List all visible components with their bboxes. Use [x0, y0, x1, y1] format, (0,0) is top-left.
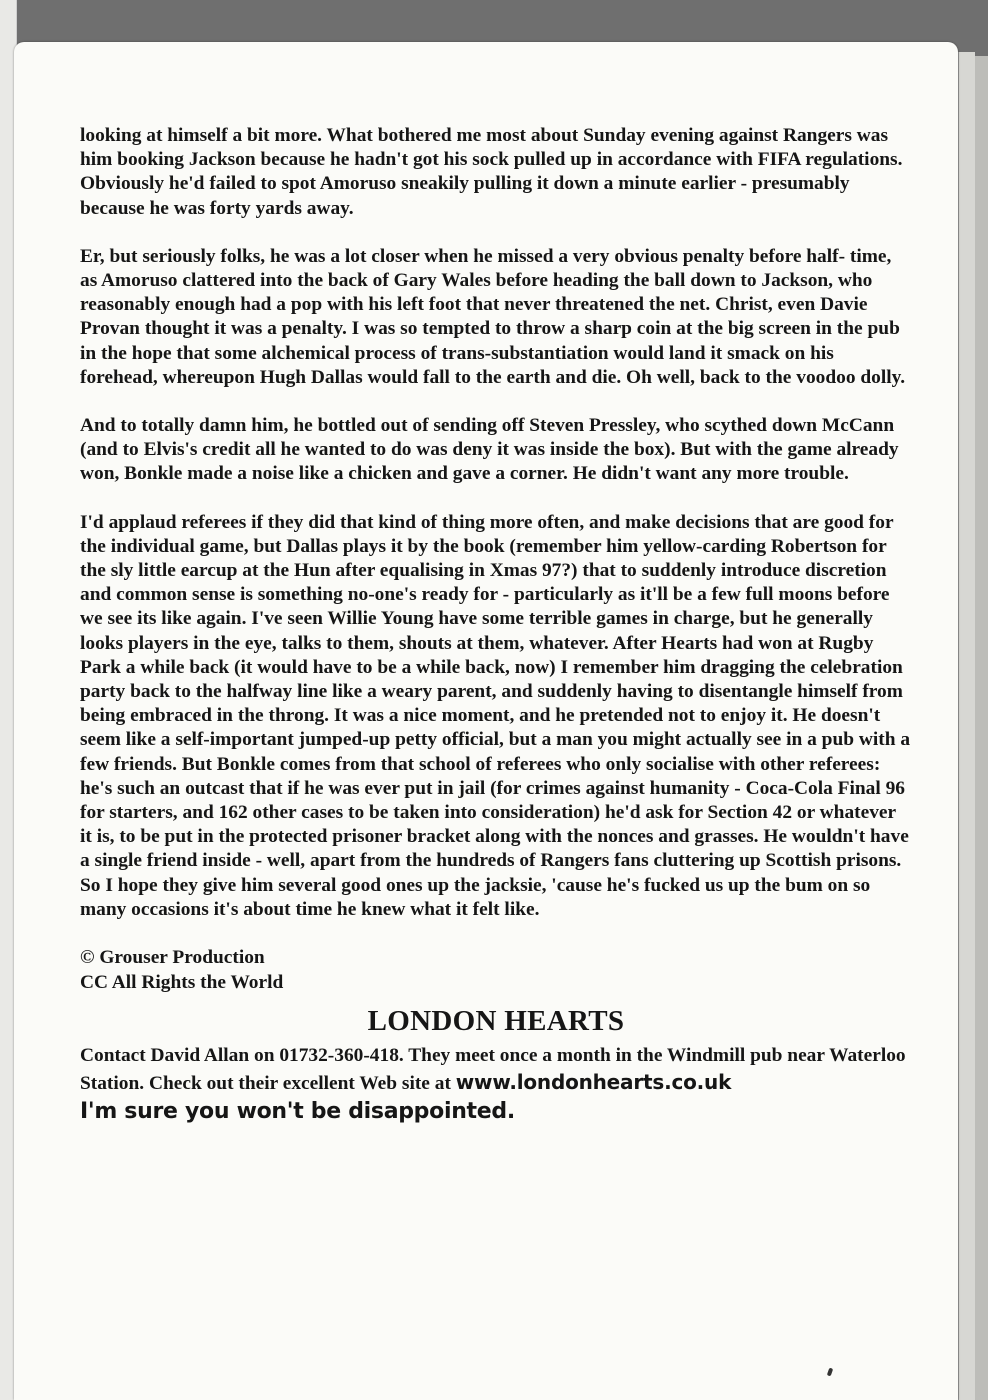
article-paragraph-1: looking at himself a bit more. What bothered me most about Sunday evening against Rangers was him booking Jackson because he hadn't got his sock pulled up in accordance with FIFA regulations. Obviously he'd failed to spot Amoruso sneakily pulling it down a minute earlier - presumably because he was forty yards away.: [80, 125, 903, 219]
article-paragraph-3: And to totally damn him, he bottled out of sending off Steven Pressley, who scythed down McCann (and to Elvis's credit all he wanted to do was deny it was inside the box). But with the game already won, Bonkle made a noise like a chicken and gave a corner. He didn't want any more trouble.: [80, 415, 899, 485]
ad-website-link[interactable]: www.londonhearts.co.uk: [455, 1070, 732, 1095]
page-edge-back: [974, 56, 988, 1400]
article-paragraph-2: Er, but seriously folks, he was a lot closer when he missed a very obvious penalty before half- time, as Amoruso clattered into the back of Gary Wales before heading the ball down to Jackson, who reasonably enough had a pop with his left foot that never threatened the net. Christ, even Davie Provan thought it was a penalty. I was so tempted to throw a sharp coin at the big screen in the pub in the hope that some alchemical process of trans-substantiation would land it smack on his forehead, whereupon Hugh Dallas would fall to the earth and die. Oh well, back to the voodoo dolly.: [80, 245, 906, 388]
article-content: [80, 124, 912, 1124]
article-paragraph-4: I'd applaud referees if they did that kind of thing more often, and make decisions that are good for the individual game, but Dallas plays it by the book (remember him yellow-carding Robertson for the sly little earcup at the Hun after equalising in Xmas 97?) that to suddenly introduce discretion and common sense is something no-one's ready for - particularly as it'll be a few full moons before we see its like again. I've seen Willie Young have some terrible games in charge, but he generally looks players in the eye, talks to them, shouts at them, whatever. After Hearts had won at Rugby Park a while back (it would have to be a while back, now) I remember him dragging the celebration party back to the halfway line like a weary parent, and suddenly having to disentangle himself from being embraced in the throng. It was a nice moment, and he pretended not to enjoy it. He doesn't seem like a self-important jumped-up petty official, but a man you might actually see in a pub with a few friends. But Bonkle comes from that school of referees who only socialise with other referees: he's such an outcast that if he was ever put in jail (for crimes against humanity - Coca-Cola Final 96 for starters, and 162 other cases to be taken into consideration) he'd ask for Section 42 or whatever it is, to be put in the protected prisoner bracket along with the nonces and grasses. He wouldn't have a single friend inside - well, apart from the hundreds of Rangers fans cluttering up Scottish prisons. So I hope they give him several good ones up the jacksie, 'cause he's fucked us up the bum on so many occasions it's about time he knew what it felt like.: [80, 511, 911, 920]
ad-heading: LONDON HEARTS: [367, 1005, 625, 1038]
credits: [80, 946, 912, 995]
credit-copyright: © Grouser Production: [80, 947, 265, 969]
credit-rights: CC All Rights the World: [80, 971, 284, 993]
page-edge-right: [958, 52, 975, 1400]
ad-contact-text: Contact David Allan on 01732-360-418. They meet once a month in the Windmill pub near Waterloo Station. Check out their excellent Web site at: [80, 1045, 906, 1095]
ad-closing: I'm sure you won't be disappointed.: [80, 1099, 515, 1125]
ad-contact: [80, 1043, 912, 1097]
